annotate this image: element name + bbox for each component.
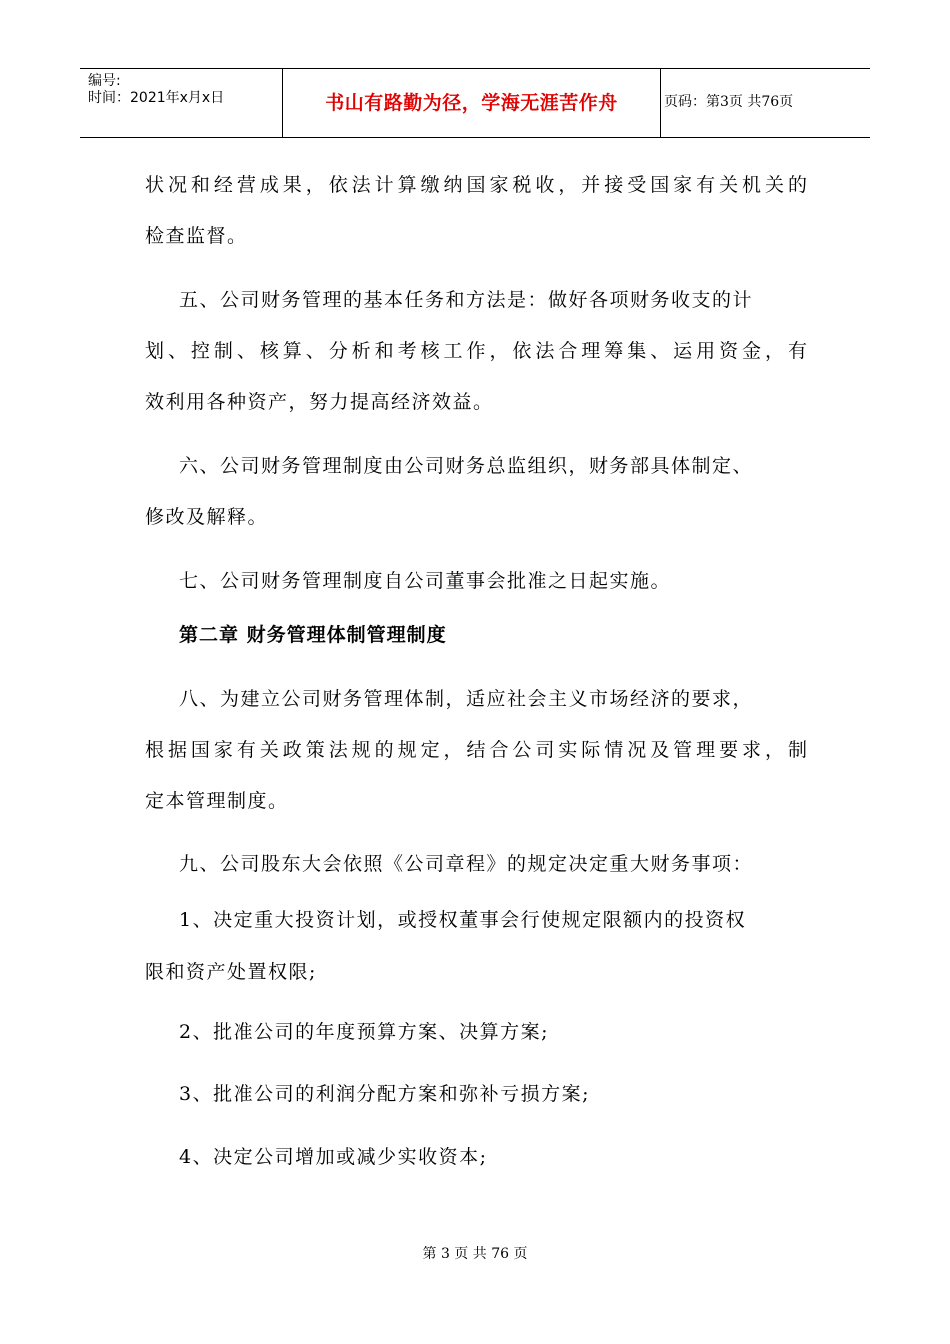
- list-item-line: 3、批准公司的利润分配方案和弥补亏损方案;: [179, 1083, 590, 1105]
- list-item-line: 2、批准公司的年度预算方案、决算方案;: [179, 1021, 549, 1043]
- paragraph-line: 检查监督。: [145, 225, 248, 247]
- paragraph-line: 五、公司财务管理的基本任务和方法是：做好各项财务收支的计: [179, 289, 754, 311]
- document-header: [80, 68, 870, 138]
- paragraph-line: 划、控制、核算、分析和考核工作，依法合理筹集、运用资金，有: [145, 340, 807, 362]
- date-label: 时间：2021年x月x日: [88, 90, 225, 106]
- paragraph-line: 定本管理制度。: [145, 790, 289, 812]
- header-page-number: 页码：第3页 共76页: [664, 94, 794, 110]
- list-item-line: 4、决定公司增加或减少实收资本;: [179, 1146, 488, 1168]
- paragraph-line: 六、公司财务管理制度由公司财务总监组织，财务部具体制定、: [179, 455, 754, 477]
- list-item-line: 1、决定重大投资计划，或授权董事会行使规定限额内的投资权: [179, 909, 747, 931]
- motto-text: 书山有路勤为径，学海无涯苦作舟: [325, 92, 618, 114]
- paragraph-line: 状况和经营成果，依法计算缴纳国家税收，并接受国家有关机关的: [145, 174, 807, 196]
- header-meta-cell: [80, 69, 283, 137]
- serial-number-label: 编号:: [88, 73, 121, 89]
- paragraph-line: 八、为建立公司财务管理体制，适应社会主义市场经济的要求，: [179, 688, 754, 710]
- chapter-heading: 第二章 财务管理体制管理制度: [179, 624, 447, 646]
- paragraph-line: 七、公司财务管理制度自公司董事会批准之日起实施。: [179, 570, 672, 592]
- header-page-cell: [661, 69, 870, 137]
- paragraph-line: 效利用各种资产，努力提高经济效益。: [145, 391, 494, 413]
- paragraph-line: 修改及解释。: [145, 506, 269, 528]
- header-motto-cell: [283, 69, 661, 137]
- footer-page-number: 第 3 页 共 76 页: [422, 1246, 528, 1262]
- list-item-line: 限和资产处置权限;: [145, 961, 317, 983]
- paragraph-line: 九、公司股东大会依照《公司章程》的规定决定重大财务事项：: [179, 853, 754, 875]
- paragraph-line: 根据国家有关政策法规的规定，结合公司实际情况及管理要求，制: [145, 739, 807, 761]
